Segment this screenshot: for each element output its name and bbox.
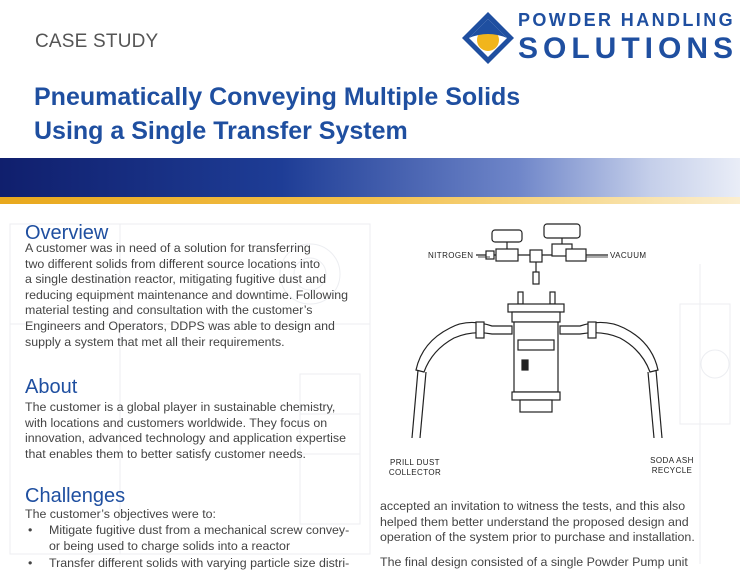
- final-design-line: The final design consisted of a single Powder Pump unit: [380, 555, 688, 569]
- bullet-dot: •: [28, 523, 33, 537]
- overview-line: a single destination reactor, mitigating fugitive dust and: [25, 272, 326, 287]
- about-line: innovation, advanced technology and application expertise: [25, 431, 347, 446]
- soda-ash-recycle-label: [642, 456, 702, 476]
- label-line: RECYCLE: [651, 466, 693, 475]
- overview-line: Engineers and Operators, DDPS was able to design and: [25, 318, 335, 333]
- overview-line: material testing and consultation with the customer’s: [25, 303, 313, 318]
- challenge-bullet: [25, 523, 370, 554]
- page-title: [34, 80, 654, 148]
- overview-line: two different solids from different source locations into: [25, 256, 321, 271]
- about-line: that enables them to better satisfy customer needs.: [25, 446, 307, 461]
- overview-heading: Overview: [25, 222, 109, 244]
- logo-diamond-icon: [460, 10, 516, 66]
- challenges-heading: Challenges: [25, 485, 126, 507]
- bullet-dot: •: [28, 556, 33, 570]
- bullet-line: Mitigate fugitive dust from a mechanical screw convey-: [49, 523, 350, 537]
- results-line: accepted an invitation to witness the tests, and this also: [380, 499, 686, 513]
- about-heading: About: [25, 376, 78, 398]
- page-header: [0, 0, 740, 160]
- header-band-accent: [0, 197, 740, 204]
- overview-line: supply a system that met all their requirements.: [25, 334, 285, 349]
- company-logo: [460, 8, 739, 68]
- prill-dust-collector-label: [382, 458, 448, 478]
- title-line-2: Using a Single Transfer System: [34, 117, 408, 145]
- nitrogen-label: NITROGEN: [428, 251, 474, 260]
- logo-text-top: POWDER HANDLING: [518, 10, 735, 30]
- challenges-intro: The customer’s objectives were to:: [25, 507, 216, 521]
- about-text: [25, 400, 375, 462]
- logo-text-bottom: SOLUTIONS: [518, 32, 739, 65]
- results-line: helped them better understand the proposed design and: [380, 514, 689, 529]
- label-line: COLLECTOR: [388, 468, 442, 477]
- system-diagram: [380, 210, 730, 488]
- vacuum-label: VACUUM: [610, 251, 647, 260]
- overview-line: A customer was in need of a solution for transferring: [25, 241, 311, 255]
- label-line: PRILL DUST: [390, 458, 440, 467]
- final-design-text: [380, 555, 732, 571]
- overview-text: [25, 241, 375, 350]
- about-line: The customer is a global player in sustainable chemistry,: [25, 400, 336, 414]
- case-study-label: CASE STUDY: [35, 31, 159, 52]
- about-line: with locations and customers worldwide. They focus on: [25, 415, 328, 430]
- overview-line: reducing equipment maintenance and downtime. Following: [25, 287, 349, 302]
- results-line: operation of the system prior to purchase and installation.: [380, 530, 695, 545]
- bullet-line: or being used to charge solids into a reactor: [49, 538, 291, 553]
- challenge-bullet: [25, 556, 370, 572]
- results-text: [380, 499, 732, 546]
- bullet-line: Transfer different solids with varying particle size distri-: [49, 556, 350, 570]
- label-line: SODA ASH: [650, 456, 694, 465]
- title-line-1: Pneumatically Conveying Multiple Solids: [34, 83, 521, 111]
